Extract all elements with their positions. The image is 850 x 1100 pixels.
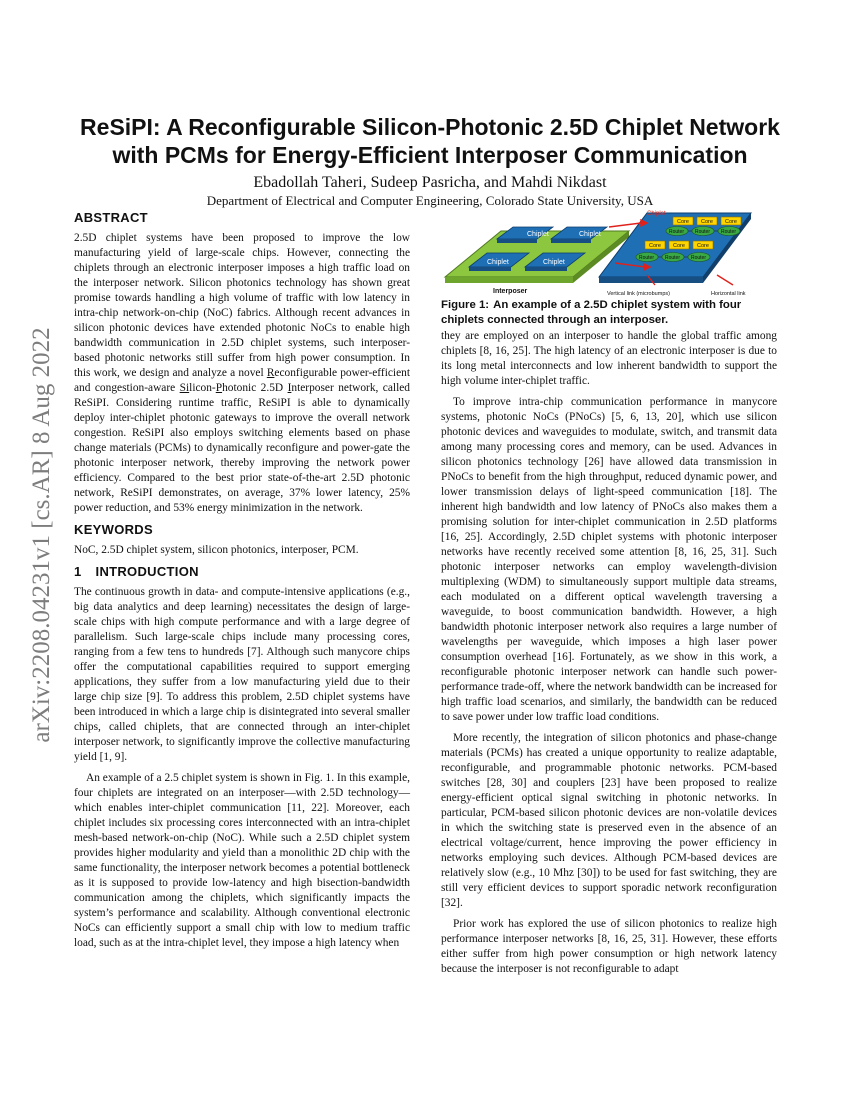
arxiv-identifier [22,295,62,775]
keywords-text: NoC, 2.5D chiplet system, silicon photonics, interposer, PCM. [74,544,359,556]
paper-title-line-2: with PCMs for Energy-Efficient Interposer Communication [112,142,748,168]
figure-1-label: Figure 1: [441,299,490,311]
intro-paragraph-2: An example of a 2.5 chiplet system is shown in Fig. 1. In this example, four chiplets are integrated on an interposer—with 2.5D technology—which enables inter-chiplet communication [11, 22]. Moreover, each chiplet includes six processing cores interconnected with an intra-chiplet mesh-based network-on-chip (NoC). While such a 2.5D chiplet system provides higher modularity and yield than a monolithic 2D chip with the same functionality, the interposer network becomes a potential bottleneck as it is supposed to provide low-latency and high bisection-bandwidth communication among the chiplets, which significantly impacts the system’s performance and scalability. Although conventional electronic NoCs can efficiently support a small chip with low to medium traffic load, such as at the intra-chiplet level, they impose a high latency when [74,772,410,949]
section-title: INTRODUCTION [95,564,199,579]
router-label: Router [665,255,681,261]
intro-paragraph-6: Prior work has explored the use of silicon photonics to realize high performance interposer networks [8, 16, 25, 31]. However, these efforts either suffer from high power consumption or high network latency because the interposer is not reconfigurable to adapt [441,918,777,975]
core-label: Core [673,243,685,249]
figure-1-caption-text: An example of a 2.5D chiplet system with four chiplets connected through an interposer. [441,299,742,326]
router-label: Router [639,255,655,261]
chiplet-label-1: Chiplet [527,231,549,238]
router-label: Router [721,229,737,235]
core-label: Core [677,219,689,225]
paper-authors: Ebadollah Taheri, Sudeep Pasricha, and Mahdi Nikdast [253,174,607,191]
router-label: Router [695,229,711,235]
vertical-link-label: Vertical link (microbumps) [607,291,670,297]
intro-paragraph-4: To improve intra-chip communication performance in manycore systems, photonic NoCs (PNoCs) [5, 6, 13, 20], which use silicon photonic devices and waveguides to modulate, switch, and transmit data among many processing cores and memory, can be used. Advances in silicon photonics technology [26] have allowed data transmission in PNoCs to benefit from the high throughput, reduced dynamic power, and lower transmission delays of light-speed communication [18]. The inherent high bandwidth and low latency of PNoCs also makes them a promising solution for inter-chiplet communication in 2.5D platforms [16, 25]. Accordingly, 2.5D chiplet systems with photonic interposer networks have recently received some attention [8, 16, 25, 31]. Such photonic interposer networks can employ wavelength-division multiplexing (WDM) to simultaneously support multiple data streams, each modulated on a different optical wavelength traversing a waveguide, to boost communication bandwidth. However, a high bandwidth photonic interposer network also requires a large number of wavelengths per waveguide, which imposes a high laser power consumption overhead [16]. Fortunately, as we show in this work, a reconfigurable photonic interposer network can handle such power-performance trade-off, where the network bandwidth can be increased for high traffic load scenarios, and similarly, the bandwidth can be reduced to save power under low traffic load conditions. [441,396,777,723]
core-label: Core [649,243,661,249]
interposer-label: Interposer [493,288,528,295]
core-label: Core [725,219,737,225]
intro-paragraph-3: they are employed on an interposer to handle the global traffic among chiplets [8, 16, 25]. The high latency of an electronic interposer is due to its long metal interconnects and low inherent bandwidth to support the high volume inter-chiplet traffic. [441,330,777,387]
paper-title [60,113,800,169]
core-label: Core [701,219,713,225]
keywords-heading: KEYWORDS [74,522,153,537]
horizontal-link-label: Horizontal link [711,291,746,297]
chiplet-label-3: Chiplet [487,259,509,266]
abstract-text: 2.5D chiplet systems have been proposed to improve the low manufacturing yield of large-scale chips. However, connecting the chiplets through an electronic interposer imposes a high traffic load on the interposer network. Silicon photonics technology has shown great promise towards handling a high volume of traffic with low latency in intra-chip network-on-chip (NoC) fabrics. Although recent advances in silicon photonic devices have extended photonic NoCs to enable high bandwidth communication in 2.5D chiplet systems, such interposer-based photonic networks still suffer from high power consumption. In this work, we design and analyze a novel Reconfigurable power-efficient and congestion-aware Silicon-Photonic 2.5D Interposer network, called ReSiPI. Considering runtime traffic, ReSiPI is able to dynamically deploy inter-chiplet photonic gateways to improve the overall network congestion. ReSiPI also employs switching elements based on phase change materials (PCMs) to dynamically reconfigure and power-gate the photonic interposer network, thereby improving the network power efficiency. Compared to the best prior state-of-the-art 2.5D photonic network, ReSiPI demonstrates, on average, 37% lower latency, 25% power reduction, and 53% energy minimization in the network. [74,232,410,514]
figure-1-diagram [441,205,777,297]
intro-paragraph-1: The continuous growth in data- and compute-intensive applications (e.g., big data analytics and deep learning) necessitates the design of large-scale chips with high compute performance and with a large degree of parallelism. Such large-scale chips include many processing cores, ranging from a few tens to hundreds [7]. Although such manycore chips offer the computational capabilities required to support emerging applications, they suffer from a low manufacturing yield due to their large chip size [9]. To address this problem, 2.5D chiplet systems have been introduced in which a large chip is disintegrated into several smaller chips, called chiplets, that are connected through an inter-chiplet interposer network, to significantly improve the collective manufacturing yield [1, 9]. [74,586,410,763]
core-label: Core [697,243,709,249]
paper-title-line-1: ReSiPI: A Reconfigurable Silicon-Photonic 2.5D Chiplet Network [80,114,780,140]
router-label: Router [691,255,707,261]
right-column [441,329,777,983]
left-column [74,208,410,957]
abstract-heading: ABSTRACT [74,210,148,225]
router-label: Router [669,229,685,235]
section-number: 1 [74,564,82,579]
chiplet-label-2: Chiplet [579,231,601,238]
arxiv-identifier-text: arXiv:2208.04231v1 [cs.AR] 8 Aug 2022 [28,327,55,743]
paper-affiliation: Department of Electrical and Computer Engineering, Colorado State University, USA [206,193,654,208]
introduction-heading [74,564,410,579]
intro-paragraph-5: More recently, the integration of silicon photonics and phase-change materials (PCMs) has created a unique opportunity to realize adaptable, reconfigurable, and programmable photonic networks. PCM-based switches [28, 30] and couplers [23] have been proposed to realize energy-efficient optical signal switching in photonic networks. In particular, PCM-based silicon photonic devices are non-volatile devices in which the switching state is preserved even in the absence of an electrical voltage/current, hence improving the power efficiency in networks employing such devices. Although PCM-based devices are relatively slow (e.g., 10 Mhz [30]) to be used for fast switching, they are still very efficient devices to support sporadic network reconfiguration [32]. [441,732,777,909]
zoomed-chiplet-label: Chiplet [647,211,666,217]
figure-1-caption [441,298,777,328]
chiplet-label-4: Chiplet [543,259,565,266]
figure-1 [441,205,777,297]
